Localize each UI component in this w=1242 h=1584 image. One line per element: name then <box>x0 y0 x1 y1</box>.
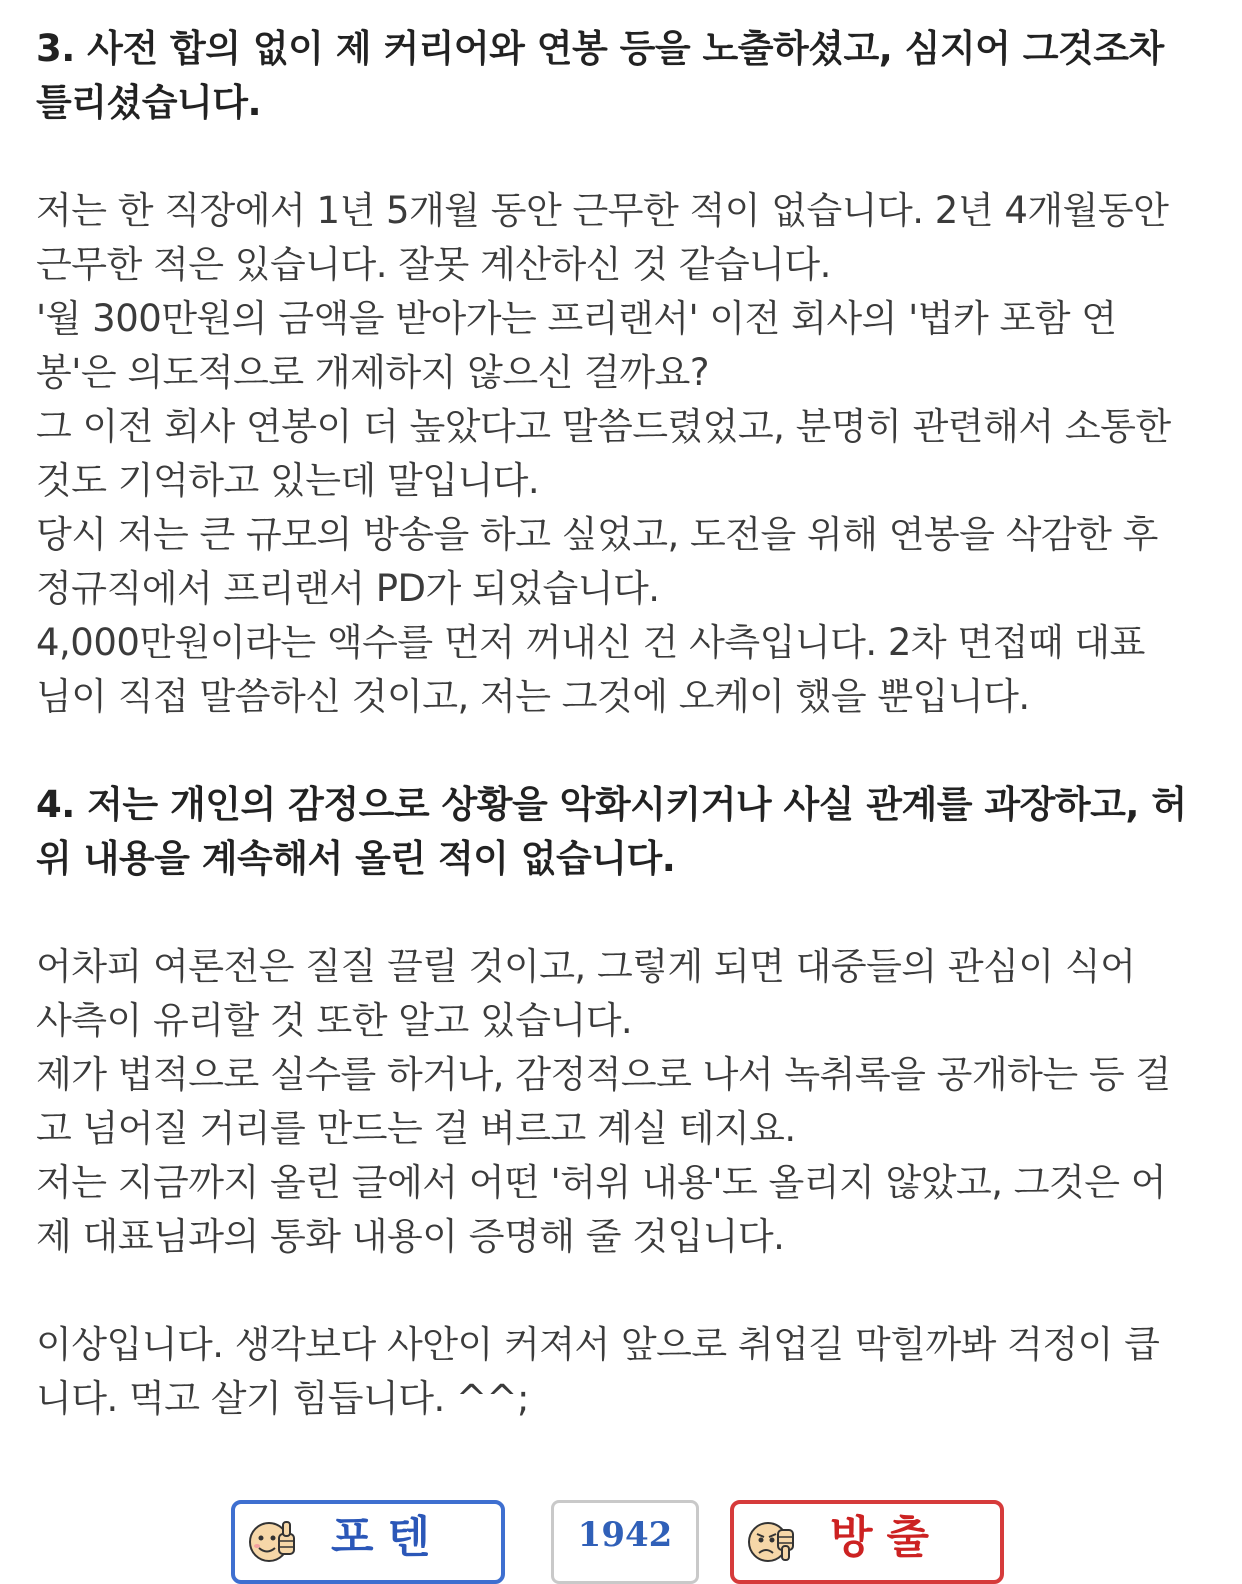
section-4-heading-line-1: 4. 저는 개인의 감정으로 상황을 악화시키거나 사실 관계를 과장하고, 허 <box>36 783 1187 826</box>
section-3-body-line: 봉'은 의도적으로 개제하지 않으신 걸까요? <box>36 351 709 394</box>
section-3-body-line: 정규직에서 프리랜서 PD가 되었습니다. <box>36 567 660 610</box>
section-4-body-line: 제 대표님과의 통화 내용이 증명해 줄 것입니다. <box>36 1215 785 1258</box>
section-3-body-line: 4,000만원이라는 액수를 먼저 꺼내신 건 사측입니다. 2차 면접때 대표 <box>36 621 1145 664</box>
section-4-body-line: 저는 지금까지 올린 글에서 어떤 '허위 내용'도 올리지 않았고, 그것은 어 <box>36 1161 1166 1204</box>
section-3-body-line: 것도 기억하고 있는데 말입니다. <box>36 459 540 502</box>
thumbs-down-face-icon <box>746 1512 798 1568</box>
vote-bar <box>0 1500 1242 1576</box>
closing-line: 니다. 먹고 살기 힘듭니다. ^^; <box>36 1377 529 1420</box>
vote-count <box>551 1500 699 1584</box>
thumbs-up-face-icon <box>247 1512 299 1568</box>
section-4-body-line: 고 넘어질 거리를 만드는 걸 벼르고 계실 테지요. <box>36 1107 796 1150</box>
section-3-body-line: 님이 직접 말씀하신 것이고, 저는 그것에 오케이 했을 뿐입니다. <box>36 675 1030 718</box>
section-3-heading-line-2: 틀리셨습니다. <box>36 81 262 124</box>
article-body <box>36 22 1206 1426</box>
section-3-heading-line-1: 3. 사전 합의 없이 제 커리어와 연봉 등을 노출하셨고, 심지어 그것조차 <box>36 27 1164 70</box>
spacer <box>36 724 1206 778</box>
section-3-body-line: 근무한 적은 있습니다. 잘못 계산하신 것 같습니다. <box>36 243 831 286</box>
spacer <box>36 130 1206 184</box>
section-3-body-line: 그 이전 회사 연봉이 더 높았다고 말씀드렸었고, 분명히 관련해서 소통한 <box>36 405 1171 448</box>
section-3-body-line: 당시 저는 큰 규모의 방송을 하고 싶었고, 도전을 위해 연봉을 삭감한 후 <box>36 513 1158 556</box>
section-4-heading-line-2: 위 내용을 계속해서 올린 적이 없습니다. <box>36 837 676 880</box>
section-4-body-line: 어차피 여론전은 질질 끌릴 것이고, 그렇게 되면 대중들의 관심이 식어 <box>36 945 1136 988</box>
spacer <box>36 1264 1206 1318</box>
section-4-body-line: 사측이 유리할 것 또한 알고 있습니다. <box>36 999 633 1042</box>
vote-count-value: 1942 <box>577 1515 673 1555</box>
downvote-button[interactable] <box>730 1500 1004 1584</box>
spacer <box>36 886 1206 940</box>
upvote-label: 포텐 <box>331 1512 445 1563</box>
closing-line: 이상입니다. 생각보다 사안이 커져서 앞으로 취업길 막힐까봐 걱정이 큽 <box>36 1323 1160 1366</box>
upvote-button[interactable] <box>231 1500 505 1584</box>
downvote-label: 방출 <box>830 1512 944 1563</box>
section-3-body-line: '월 300만원의 금액을 받아가는 프리랜서' 이전 회사의 '법카 포함 연 <box>36 297 1117 340</box>
section-4-body-line: 제가 법적으로 실수를 하거나, 감정적으로 나서 녹취록을 공개하는 등 걸 <box>36 1053 1171 1096</box>
section-3-body-line: 저는 한 직장에서 1년 5개월 동안 근무한 적이 없습니다. 2년 4개월동안 <box>36 189 1169 232</box>
